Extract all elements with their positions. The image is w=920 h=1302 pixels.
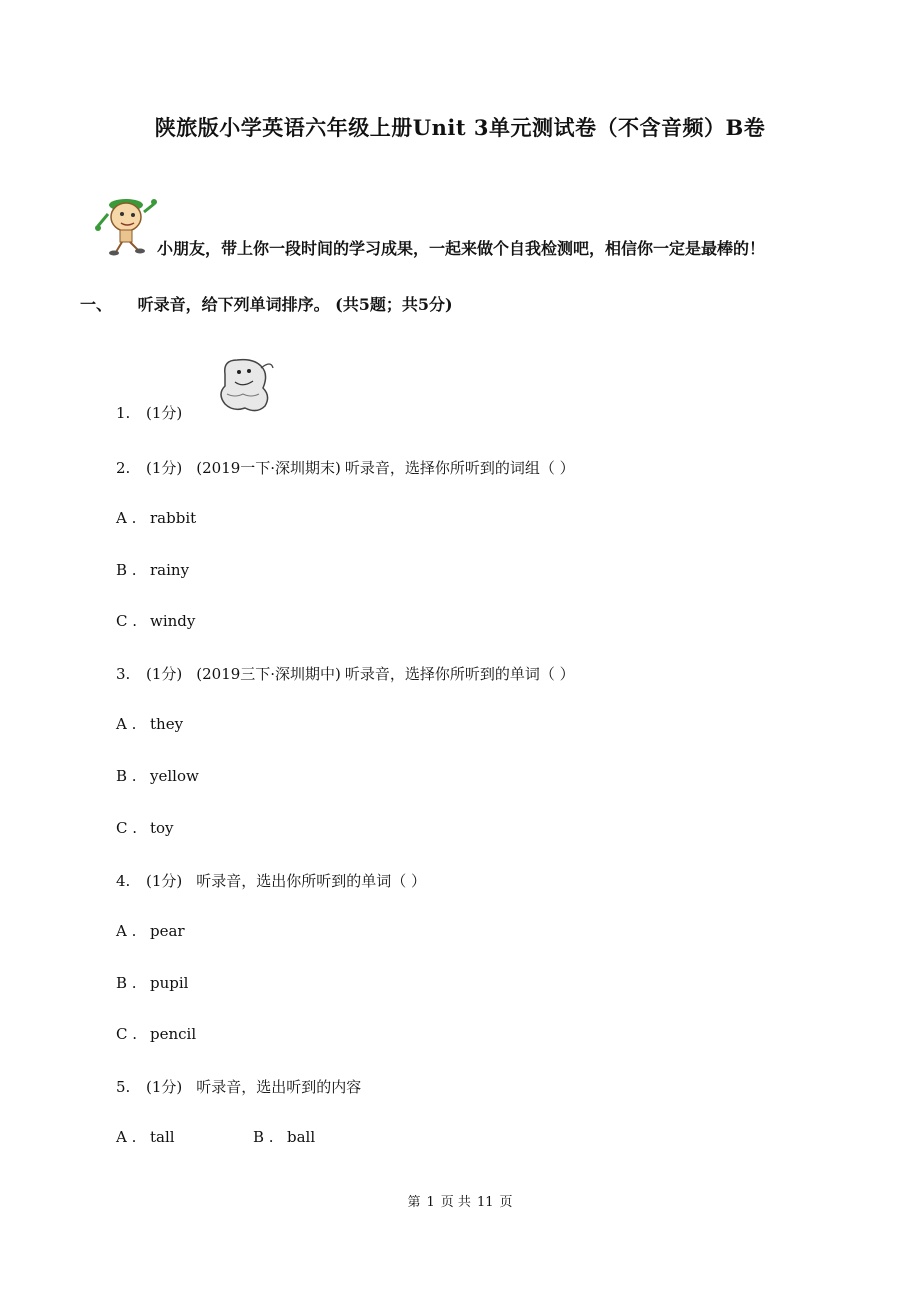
question-3 [116,663,575,684]
footer-mid: 页 共 [440,1195,471,1210]
footer-prefix: 第 [407,1195,421,1210]
footer-page-number: 1 [426,1195,435,1210]
question-points: (1分) [146,1078,183,1096]
footer-total-pages: 11 [476,1195,494,1210]
option-b[interactable] [116,561,189,579]
option-letter: C . [116,1025,138,1043]
option-letter: B . [116,561,137,579]
footer-suffix: 页 [499,1195,513,1210]
page-title: 陕旅版小学英语六年级上册Unit 3单元测试卷（不含音频）B卷 [154,115,766,140]
option-b[interactable] [253,1128,315,1146]
option-a[interactable] [116,922,185,940]
question-number: 1. [116,404,131,422]
option-text: windy [150,612,196,630]
option-b[interactable] [116,974,188,992]
question-points: (1分) [146,459,183,477]
option-letter: A . [116,922,137,940]
question-text: 听录音，选出听到的内容 [196,1078,362,1096]
question-points: (1分) [146,665,183,683]
option-letter: A . [116,509,137,527]
option-text: pear [150,922,185,940]
section-text: 听录音，给下列单词排序。 (共5题；共5分) [137,295,453,314]
encouragement-text: 小朋友，带上你一段时间的学习成果，一起来做个自我检测吧，相信你一定是最棒的！ [157,239,766,258]
option-letter: B . [116,974,137,992]
option-text: pencil [150,1025,197,1043]
question-number: 2. [116,459,131,477]
question-points: (1分) [146,404,183,422]
option-text: toy [150,819,174,837]
option-letter: A . [116,715,137,733]
option-a[interactable] [116,509,196,527]
option-a[interactable] [116,715,183,733]
question-text: 听录音，选择你所听到的词组（ ） [344,459,575,477]
section-heading [80,292,453,315]
option-text: they [150,715,184,733]
cartoon-boy-icon [94,190,160,256]
option-c[interactable] [116,612,195,630]
question-points: (1分) [146,872,183,890]
question-text: 听录音，选择你所听到的单词（ ） [344,665,575,683]
option-text: rabbit [150,509,197,527]
option-letter: B . [253,1128,274,1146]
option-b[interactable] [116,767,199,785]
option-a[interactable] [116,1128,175,1146]
question-5 [116,1076,361,1097]
option-letter: C . [116,612,138,630]
option-text: ball [287,1128,316,1146]
question-text: 听录音，选出你所听到的单词（ ） [196,872,427,890]
option-c[interactable] [116,819,174,837]
option-letter: B . [116,767,137,785]
question-number: 3. [116,665,131,683]
option-letter: C . [116,819,138,837]
question-2 [116,457,575,478]
question-number: 5. [116,1078,131,1096]
option-text: tall [150,1128,175,1146]
option-c[interactable] [116,1025,196,1043]
option-text: rainy [150,561,190,579]
page-footer [0,1191,920,1210]
section-number: 一、 [80,295,113,314]
option-text: yellow [150,767,199,785]
question-4 [116,870,426,891]
question-1 [116,402,182,423]
option-letter: A . [116,1128,137,1146]
question-source: (2019三下·深圳期中) [196,665,341,683]
question-number: 4. [116,872,131,890]
option-text: pupil [150,974,189,992]
ghost-cartoon-icon [213,354,275,416]
question-source: (2019一下·深圳期末) [196,459,341,477]
